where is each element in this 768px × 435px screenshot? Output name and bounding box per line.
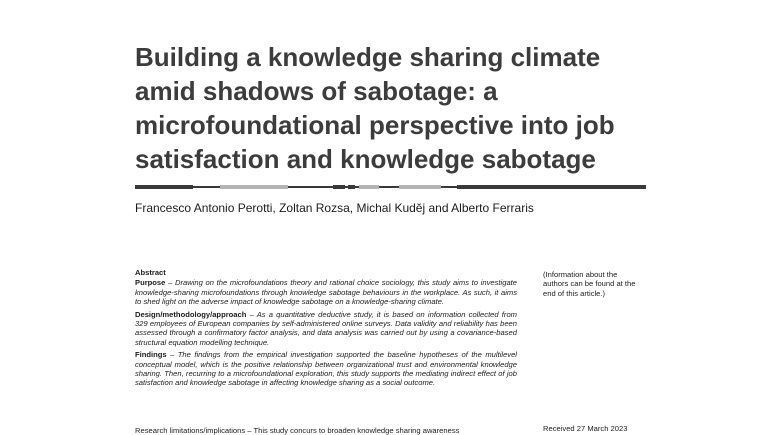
abstract-cutoff-line: Research limitations/implications – This study concurs to broaden knowledge sharing awareness bbox=[135, 426, 460, 435]
section-label: Purpose bbox=[135, 278, 166, 288]
author-list: Francesco Antonio Perotti, Zoltan Rozsa, Michal Kudĕj and Alberto Ferraris bbox=[135, 201, 534, 215]
abstract-section bbox=[135, 278, 517, 306]
rule-segment bbox=[135, 185, 193, 189]
title-line: Building a knowledge sharing climate bbox=[135, 42, 601, 72]
section-text: – The findings from the empirical investigation supported the baseline hypotheses of the multilevel conceptual model, which is the positive relationship between organizational trust and environmental knowledge sharing. Then, recurring to a microfoundational exploration, this study supports the mediating indirect effect of job satisfaction and knowledge sabotage in affecting knowledge sharing as a social outcome. bbox=[135, 350, 517, 388]
note-line: authors can be found at the bbox=[543, 279, 636, 289]
rule-segment bbox=[441, 186, 457, 188]
note-line: (Information about the bbox=[543, 270, 618, 279]
rule-segment bbox=[348, 185, 355, 189]
rule-segment bbox=[457, 185, 646, 189]
abstract-heading: Abstract bbox=[135, 268, 166, 277]
rule-segment bbox=[359, 185, 379, 189]
rule-segment bbox=[193, 186, 220, 188]
title-line: satisfaction and knowledge sabotage bbox=[135, 144, 596, 174]
rule-segment bbox=[399, 185, 441, 189]
section-label: Findings bbox=[135, 350, 167, 360]
rule-segment bbox=[379, 186, 399, 188]
decorative-rule bbox=[135, 183, 646, 191]
section-label: Design/methodology/approach bbox=[135, 309, 247, 319]
section-text: – Drawing on the microfoundations theory and rational choice sociology, this study aims to investigate knowledge-sharing microfoundations through knowledge sabotage behaviours in the workplace. As such, it aims to shed light on the adverse impact of knowledge sabotage on a knowledge-sharing climate. bbox=[135, 278, 517, 307]
note-line: end of this article.) bbox=[543, 288, 606, 298]
abstract-section bbox=[135, 350, 517, 388]
author-info-note bbox=[543, 270, 653, 298]
abstract-section bbox=[135, 310, 517, 348]
rule-segment bbox=[355, 186, 359, 188]
title-line: amid shadows of sabotage: a bbox=[135, 76, 498, 106]
abstract bbox=[135, 268, 517, 391]
rule-segment bbox=[288, 186, 333, 188]
section-text: – As a quantitative deductive study, it is based on information collected from 329 employees of European companies by self-administered online surveys. Data validity and reliability has been assessed through a confirmatory factor analysis, and data analysis was carried out by using a covariance-based structural equation modelling technique. bbox=[135, 309, 517, 347]
rule-segment bbox=[220, 185, 288, 189]
paper-title bbox=[135, 40, 655, 176]
rule-segment bbox=[345, 186, 348, 188]
rule-segment bbox=[333, 185, 345, 189]
received-date: Received 27 March 2023 bbox=[543, 424, 628, 433]
title-line: microfoundational perspective into job bbox=[135, 110, 615, 140]
